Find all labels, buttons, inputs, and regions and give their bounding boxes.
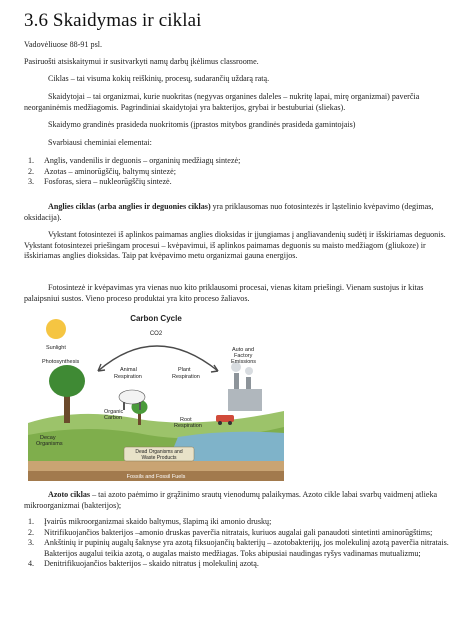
decomposers-definition: Skaidytojai – tai organizmai, kurie nuokritas (negyvas organines daleles – nukritę lapai, mirę organizmai) paverčia neorganinėmis medžiagomis. Pagrindiniai skaidytojai yra bakterijos, grybai ir bestuburiai (sliekas). [24,92,420,112]
cycles-definition: Ciklas – tai visuma kokių reiškinių, procesų, sudarančių uždarą ratą. [48,74,270,83]
sun-icon [46,319,66,339]
emissions-label-1: Auto and [232,347,255,353]
diagram-title: Carbon Cycle [130,314,182,323]
root-respiration-label-2: Respiration [174,423,202,429]
carbon-cycle-term: Anglies ciklas (arba anglies ir deguonies ciklas) [48,202,211,211]
list-item: 1. Įvairūs mikroorganizmai skaido baltymus, šlapimą iki amonio druskų; [28,517,272,526]
cow-icon [119,390,145,404]
list-item: 1. Anglis, vandenilis ir deguonis – organinių medžiagų sintezė; [28,156,241,165]
nitrogen-cycle-paragraph: Azoto ciklas – tai azoto paėmimo ir grąžinimo srautų vienodumų palaikymas. Azoto cikle labai svarbų vaidmenį atlieka mikroorganizmai (bakterijos); [24,490,438,510]
animal-respiration-label-2: Respiration [114,374,142,380]
nitrogen-list [24,517,452,570]
animal-respiration-label-1: Animal [120,367,137,373]
photosynthesis-label: Photosynthesis [42,359,80,365]
carbon-cycle-paragraph: Anglies ciklas (arba anglies ir deguonies ciklas) yra priklausomas nuo fotosintezės ir ląstelinio kvėpavimo (degimas, oksidacija). [24,202,434,222]
decomposition-chain-text: Skaidymo grandinės prasideda nuokritomis (įprastos mitybos grandinės prasideda gamintojais) [48,120,356,129]
root-respiration-label-1: Root [180,417,192,423]
reference-text: Vadovėliuose 88-91 psl. [24,40,103,49]
dependency-paragraph: Fotosintezė ir kvėpavimas yra vienas nuo kito priklausomi procesai, vienas kitam priešingi. Vienam sustojus ir kitas palaipsniui sustos. Vieno proceso produktai yra kito proceso žaliavos. [24,283,424,303]
list-item: 3. Fosforas, siera – nukleorūgščių sintezė. [28,177,172,187]
decay-organisms-label-2: Organisms [36,441,63,447]
factory-icon [228,389,262,411]
plant-respiration-label-2: Respiration [172,374,200,380]
car-icon [216,415,234,422]
sunlight-label: Sunlight [46,345,66,351]
list-item: 3. Ankštinių ir pupinių augalų šaknyse yra azotą fiksuojančių bakterijų – azotobakterijų, jos molekulinį azotą paverčia nitratais. Bakterijos augalui teikia azotą, o augalas maisto medžiagas. Toks abipusiai naudingas ryšys vadinamas mutualizmu; [28,538,449,558]
decay-organisms-label-1: Decay [40,435,56,441]
task-text: Pasiruošti atsiskaitymui ir susitvarkyti namų darbų įkėlimus classroome. [24,57,259,66]
co2-label: CO2 [149,331,163,337]
elements-list [24,156,452,188]
dead-organisms-label-2: Waste Products [141,455,177,461]
emissions-label-3: Emissions [231,359,257,365]
page-title: 3.6 Skaidymas ir ciklai [24,10,202,31]
list-item: 4. Denitrifikuojančios bakterijos – skaido nitratus į molekulinį azotą. [28,559,259,569]
organic-carbon-label-1: Organic [104,409,124,415]
dead-organisms-label-1: Dead Organisms and [135,449,183,455]
nitrogen-cycle-term: Azoto ciklas [48,490,91,499]
plant-respiration-label-1: Plant [178,367,191,373]
fossils-label: Fossils and Fossil Fuels [126,474,186,480]
tree-icon [49,365,85,397]
organic-carbon-label-2: Carbon [104,415,123,421]
carbon-cycle-diagram [28,311,284,481]
emissions-label-2: Factory [234,353,253,359]
list-item: 2. Azotas – aminorūgščių, baltymų sintezė; [28,166,176,176]
elements-intro: Svarbiausi cheminiai elementai: [48,138,152,147]
list-item: 2. Nitrifikuojančios bakterijos –amonio druskas paverčia nitratais, kuriuos augalai gali panaudoti sintetinti aminorūgštims; [28,527,433,537]
photosynthesis-paragraph: Vykstant fotosintezei iš aplinkos paimamas anglies dioksidas ir įjungiamas į angliavandenių sudėtį ir išskiriamas deguonis. Vykstant fotosintezei priešingam procesui – kvėpavimui, iš aplinkos paimamas deguonis su maisto medžiagom (gliukoze) ir išskiriamas anglies dioksidas. Taip pat kvėpavimo metu organizmai gauna energijos. [24,230,446,261]
